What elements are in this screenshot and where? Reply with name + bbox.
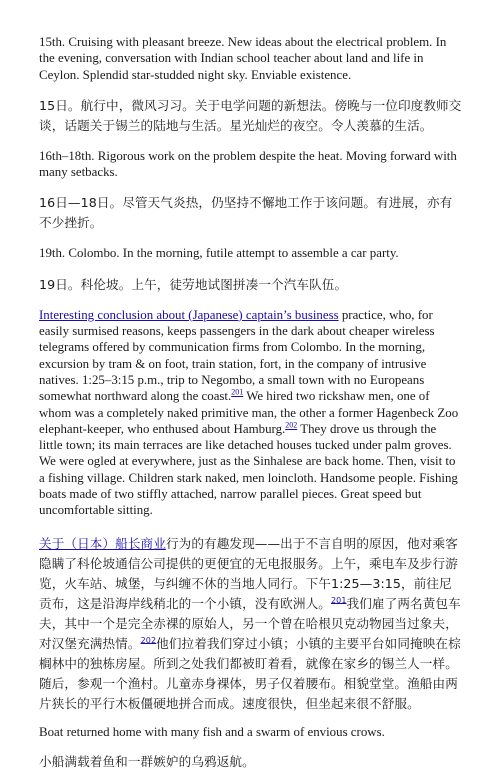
entry-15th-chinese: 15日。航行中，微风习习。关于电学问题的新想法。傍晚与一位印度教师交谈，话题关于锡兰的陆地与生活。星光灿烂的夜空。令人羡慕的生活。 [39,97,462,133]
colombo-paragraph-english [39,307,463,519]
paragraph-text: 行为的有趣发现——出于不言自明的原因，他对乘客隐瞒了科伦坡通信公司提供的更便宜的无电报服务。上午，乘电车及步行游览，火车站、城堡，与纠缠不休的当地人同行。下午1:25—3:15，前往尼贡布，这是沿海岸线稍北的一个小镇，没有欧洲人。 [39,535,458,611]
footnote-ref-201-chinese[interactable] [331,595,347,604]
boat-return-chinese: 小船满载着鱼和一群嫉妒的乌鸦返航。 [39,753,255,769]
captain-business-link[interactable]: Interesting conclusion about (Japanese) captain’s business [39,307,339,322]
paragraph-text: They drove us through the little town; its main terraces are like detached houses tucked under palm groves. We were ogled at everywhere, just as the Sinhalese are back home. Then, visit to a fishing village. Children stark naked, men loincloth. Handsome people. Fishing boats made of two stiffly attached, narrow parallel pieces. Great speed but uncomfortable sitting. [39,421,458,518]
footnote-ref-201[interactable] [231,388,243,397]
footnote-ref-202[interactable] [285,421,297,430]
colombo-paragraph-chinese [39,534,463,714]
paragraph-text: We hired two rickshaw men, one of whom was a completely naked primitive man, the other a former Hagenbeck Zoo elephant-keeper, who enthused about Hamburg. [39,389,459,436]
entry-16th-18th-chinese: 16日—18日。尽管天气炎热，仍坚持不懈地工作于该问题。有进展，亦有不少挫折。 [39,195,453,231]
entry-16th-18th-english: 16th–18th. Rigorous work on the problem despite the heat. Moving forward with many setbacks. [39,148,457,180]
captain-business-link-chinese[interactable]: 关于（日本）船长商业 [39,535,166,551]
boat-return-english: Boat returned home with many fish and a swarm of envious crows. [39,724,385,739]
entry-19th-english: 19th. Colombo. In the morning, futile attempt to assemble a car party. [39,246,399,261]
footnote-link-202[interactable]: 202 [285,420,298,430]
paragraph-text: practice, who, for easily surmised reasons, keeps passengers in the dark about cheaper wireless telegrams offered by communication firms from Colombo. In the morning, excursion by tram & on foot, train station, fort, in the company of intrusive natives. 1:25–3:15 p.m., trip to Negombo, a small town with no Europeans somewhat northward along the coast. [39,307,435,404]
paragraph-text: 我们雇了两名黄包车夫，其中一个是完全赤裸的原始人，另一个曾在哈根贝克动物园当过象夫，对汉堡充满热情。 [39,595,461,651]
entry-19th-chinese: 19日。科伦坡。上午，徒劳地试图拼凑一个汽车队伍。 [39,276,348,292]
paragraph-text: 他们拉着我们穿过小镇；小镇的主要平台如同掩映在棕榈林中的独栋房屋。所到之处我们都被盯着看，就像在家乡的锡兰人一样。随后，参观一个渔村。儿童赤身裸体，男子仅着腰布。相貌堂堂。渔船由两片狭长的平行木板僵硬地拼合而成。速度很快，但坐起来很不舒服。 [39,635,461,711]
footnote-ref-202-chinese[interactable] [141,635,157,644]
footnote-link-201-chinese[interactable]: 201 [330,595,347,605]
entry-15th-english: 15th. Cruising with pleasant breeze. New ideas about the electrical problem. In the evening, conversation with Indian school teacher about land and life in Ceylon. Splendid star-studded night sky. Enviable existence. [39,35,447,82]
footnote-link-201[interactable]: 201 [231,387,244,397]
document-page [39,34,463,772]
footnote-link-202-chinese[interactable]: 202 [140,635,157,645]
